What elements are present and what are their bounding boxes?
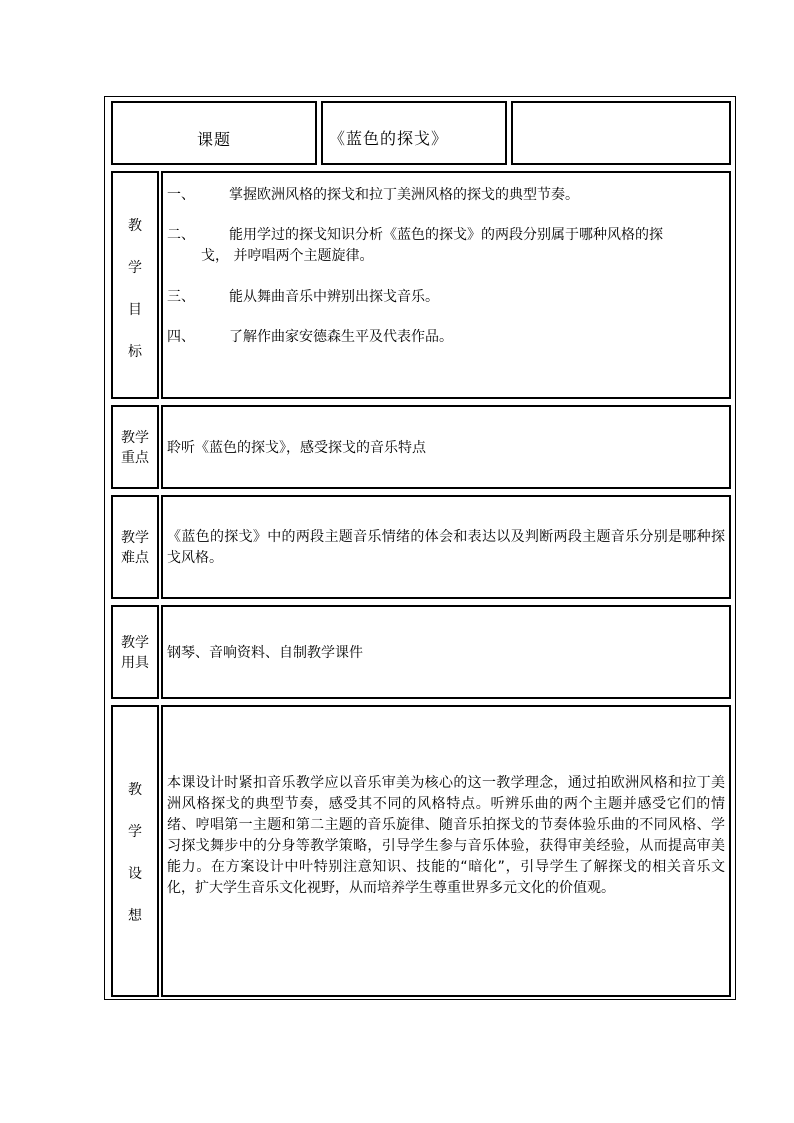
key-points-label-line: 教学 xyxy=(121,430,149,446)
key-points-label xyxy=(113,428,157,468)
design-content-cell xyxy=(161,705,731,997)
title-empty-cell xyxy=(511,101,731,165)
tools-label-line: 用具 xyxy=(121,655,149,671)
title-value-cell xyxy=(321,101,507,165)
difficulties-content-cell xyxy=(161,495,731,599)
goals-label-char: 学 xyxy=(128,260,142,276)
title-label-cell xyxy=(111,101,317,165)
goal-text: 了解作曲家安德森生平及代表作品。 xyxy=(229,329,453,345)
goals-label xyxy=(113,205,157,373)
key-points-content-cell xyxy=(161,405,731,489)
difficulties-text: 《蓝色的探戈》中的两段主题音乐情绪的体会和表达以及判断两段主题音乐分别是哪种探戈风格。 xyxy=(167,529,725,566)
goals-content-cell xyxy=(161,171,731,399)
goals-label-cell xyxy=(111,171,159,399)
design-label-char: 教 xyxy=(128,782,142,798)
tools-label xyxy=(113,633,157,673)
design-text: 本课设计时紧扣音乐教学应以音乐审美为核心的这一教学理念，通过拍欧洲风格和拉丁美洲风格探戈的典型节奏，感受其不同的风格特点。听辨乐曲的两个主题并感受它们的情绪、哼唱第一主题和第二主题的音乐旋律、随音乐拍探戈的节奏体验乐曲的不同风格、学习探戈舞步中的分身等教学策略，引导学生参与音乐体验，获得审美经验，从而提高审美能力。在方案设计中叶特别注意知识、技能的“暗化”，引导学生了解探戈的相关音乐文化，扩大学生音乐文化视野，从而培养学生尊重世界多元文化的价值观。 xyxy=(167,775,725,896)
goal-item xyxy=(167,327,725,348)
design-label-cell xyxy=(111,705,159,997)
goal-number: 二、 xyxy=(167,227,195,243)
tools-label-line: 教学 xyxy=(121,635,149,651)
difficulties-label-line: 难点 xyxy=(121,550,149,566)
goal-number: 一、 xyxy=(167,187,195,203)
goals-label-char: 目 xyxy=(128,302,142,318)
difficulties-label xyxy=(113,528,157,568)
lesson-plan-table xyxy=(104,96,736,1000)
goal-text-continued: 戈， 并哼唱两个主题旋律。 xyxy=(201,248,374,264)
goal-item xyxy=(167,185,725,206)
key-points-label-cell xyxy=(111,405,159,489)
title-label: 课题 xyxy=(197,130,232,149)
difficulties-label-line: 教学 xyxy=(121,530,149,546)
tools-label-cell xyxy=(111,605,159,699)
tools-text: 钢琴、音响资料、自制教学课件 xyxy=(167,645,363,661)
design-label-char: 学 xyxy=(128,824,142,840)
difficulties-label-cell xyxy=(111,495,159,599)
design-label-char: 设 xyxy=(128,866,142,882)
goals-label-char: 教 xyxy=(128,218,142,234)
goal-text: 能用学过的探戈知识分析《蓝色的探戈》的两段分别属于哪种风格的探 xyxy=(229,227,663,243)
goal-number: 三、 xyxy=(167,289,195,305)
goal-item xyxy=(167,287,725,308)
goal-text: 掌握欧洲风格的探戈和拉丁美洲风格的探戈的典型节奏。 xyxy=(229,187,579,203)
key-points-text: 聆听《蓝色的探戈》，感受探戈的音乐特点 xyxy=(167,440,426,456)
design-label xyxy=(113,769,157,937)
lesson-title: 《蓝色的探戈》 xyxy=(329,129,449,148)
goal-item xyxy=(167,225,725,267)
goal-text: 能从舞曲音乐中辨别出探戈音乐。 xyxy=(229,289,439,305)
key-points-label-line: 重点 xyxy=(121,450,149,466)
design-label-char: 想 xyxy=(128,908,142,924)
goals-label-char: 标 xyxy=(128,344,142,360)
tools-content-cell xyxy=(161,605,731,699)
goal-number: 四、 xyxy=(167,329,195,345)
